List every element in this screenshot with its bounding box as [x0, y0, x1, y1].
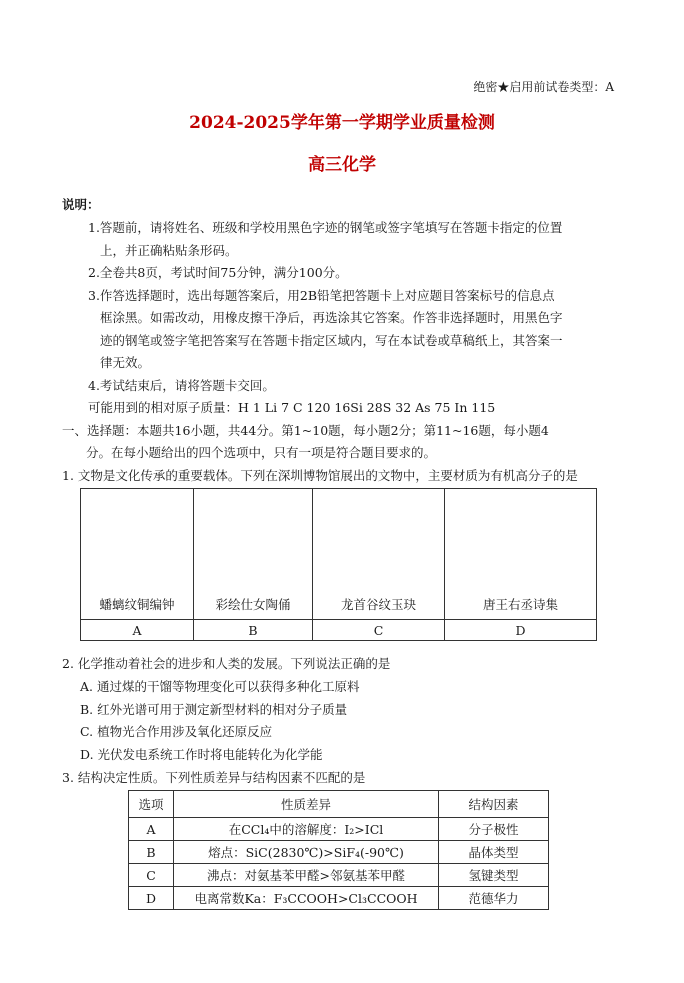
q3-prop: 沸点：对氨基苯甲醛>邻氨基苯甲醛 [174, 864, 439, 887]
artifact-name: 龙首谷纹玉玦 [340, 597, 416, 612]
q3-opt: B [129, 841, 174, 864]
q3-factor: 氢键类型 [439, 864, 549, 887]
q2-stem: 2. 化学推动着社会的进步和人类的发展。下列说法正确的是 [62, 656, 391, 671]
option-letter: B [194, 620, 313, 641]
table-row [129, 841, 549, 864]
q3-opt: C [129, 864, 174, 887]
q1-artifact-table [80, 488, 597, 641]
table-row [129, 887, 549, 910]
q1-stem: 1. 文物是文化传承的重要载体。下列在深圳博物馆展出的文物中，主要材质为有机高分子的是 [62, 468, 578, 483]
instructions-heading: 说明： [62, 197, 100, 212]
exam-subject: 高三化学 [308, 155, 376, 175]
artifact-name: 蟠螭纹铜编钟 [99, 597, 175, 612]
q3-prop: 电离常数Ka：F₃CCOOH>Cl₃CCOOH [174, 887, 439, 910]
table-row [129, 818, 549, 841]
q3-header: 选项 [129, 791, 174, 818]
instruction-line: 1.答题前，请将姓名、班级和学校用黑色字迹的钢笔或签字笔填写在答题卡指定的位置 [88, 220, 563, 235]
q3-opt: A [129, 818, 174, 841]
q3-factor: 范德华力 [439, 887, 549, 910]
q3-factor: 分子极性 [439, 818, 549, 841]
artifact-image-c [313, 489, 445, 620]
q3-opt: D [129, 887, 174, 910]
confidential-label: 绝密★启用前试卷类型：A [473, 80, 614, 94]
q2-option: D. 光伏发电系统工作时将电能转化为化学能 [80, 747, 323, 762]
q3-header: 结构因素 [439, 791, 549, 818]
q2-option: B. 红外光谱可用于测定新型材料的相对分子质量 [80, 702, 348, 717]
q3-factor: 晶体类型 [439, 841, 549, 864]
instruction-line: 2.全卷共8页，考试时间75分钟，满分100分。 [88, 265, 348, 280]
artifact-name: 唐王右丞诗集 [482, 597, 558, 612]
instruction-line: 律无效。 [100, 355, 151, 370]
section-heading: 一、选择题：本题共16小题，共44分。第1~10题，每小题2分；第11~16题，每小题4 [62, 423, 549, 438]
instruction-line: 框涂黑。如需改动，用橡皮擦干净后，再选涂其它答案。作答非选择题时，用黑色字 [100, 310, 563, 325]
instruction-line: 4.考试结束后，请将答题卡交回。 [88, 378, 275, 393]
option-letter: A [81, 620, 194, 641]
artifact-image-b [194, 489, 313, 620]
q3-stem: 3. 结构决定性质。下列性质差异与结构因素不匹配的是 [62, 770, 366, 785]
instruction-line: 上，并正确粘贴条形码。 [100, 243, 238, 258]
instruction-line: 迹的钢笔或签字笔把答案写在答题卡指定区域内，写在本试卷或草稿纸上，其答案一 [100, 333, 563, 348]
table-row [129, 864, 549, 887]
section-heading-cont: 分。在每小题给出的四个选项中，只有一项是符合题目要求的。 [86, 445, 437, 460]
instruction-line: 3.作答选择题时，选出每题答案后，用2B铅笔把答题卡上对应题目答案标号的信息点 [88, 288, 555, 303]
q3-table [128, 790, 549, 910]
option-letter: C [313, 620, 445, 641]
q2-option: A. 通过煤的干馏等物理变化可以获得多种化工原料 [80, 679, 360, 694]
artifact-name: 彩绘仕女陶俑 [215, 597, 291, 612]
artifact-image-a [81, 489, 194, 620]
q3-prop: 熔点：SiC(2830℃)>SiF₄(-90℃) [174, 841, 439, 864]
option-letter: D [445, 620, 597, 641]
q3-prop: 在CCl₄中的溶解度：I₂>ICl [174, 818, 439, 841]
atomic-masses: 可能用到的相对原子质量：H 1 Li 7 C 120 16Si 28S 32 As 75 In 115 [88, 400, 496, 415]
q3-header: 性质差异 [174, 791, 439, 818]
exam-title: 2024-2025学年第一学期学业质量检测 [189, 113, 495, 133]
q2-option: C. 植物光合作用涉及氧化还原反应 [80, 724, 273, 739]
artifact-image-d [445, 489, 597, 620]
